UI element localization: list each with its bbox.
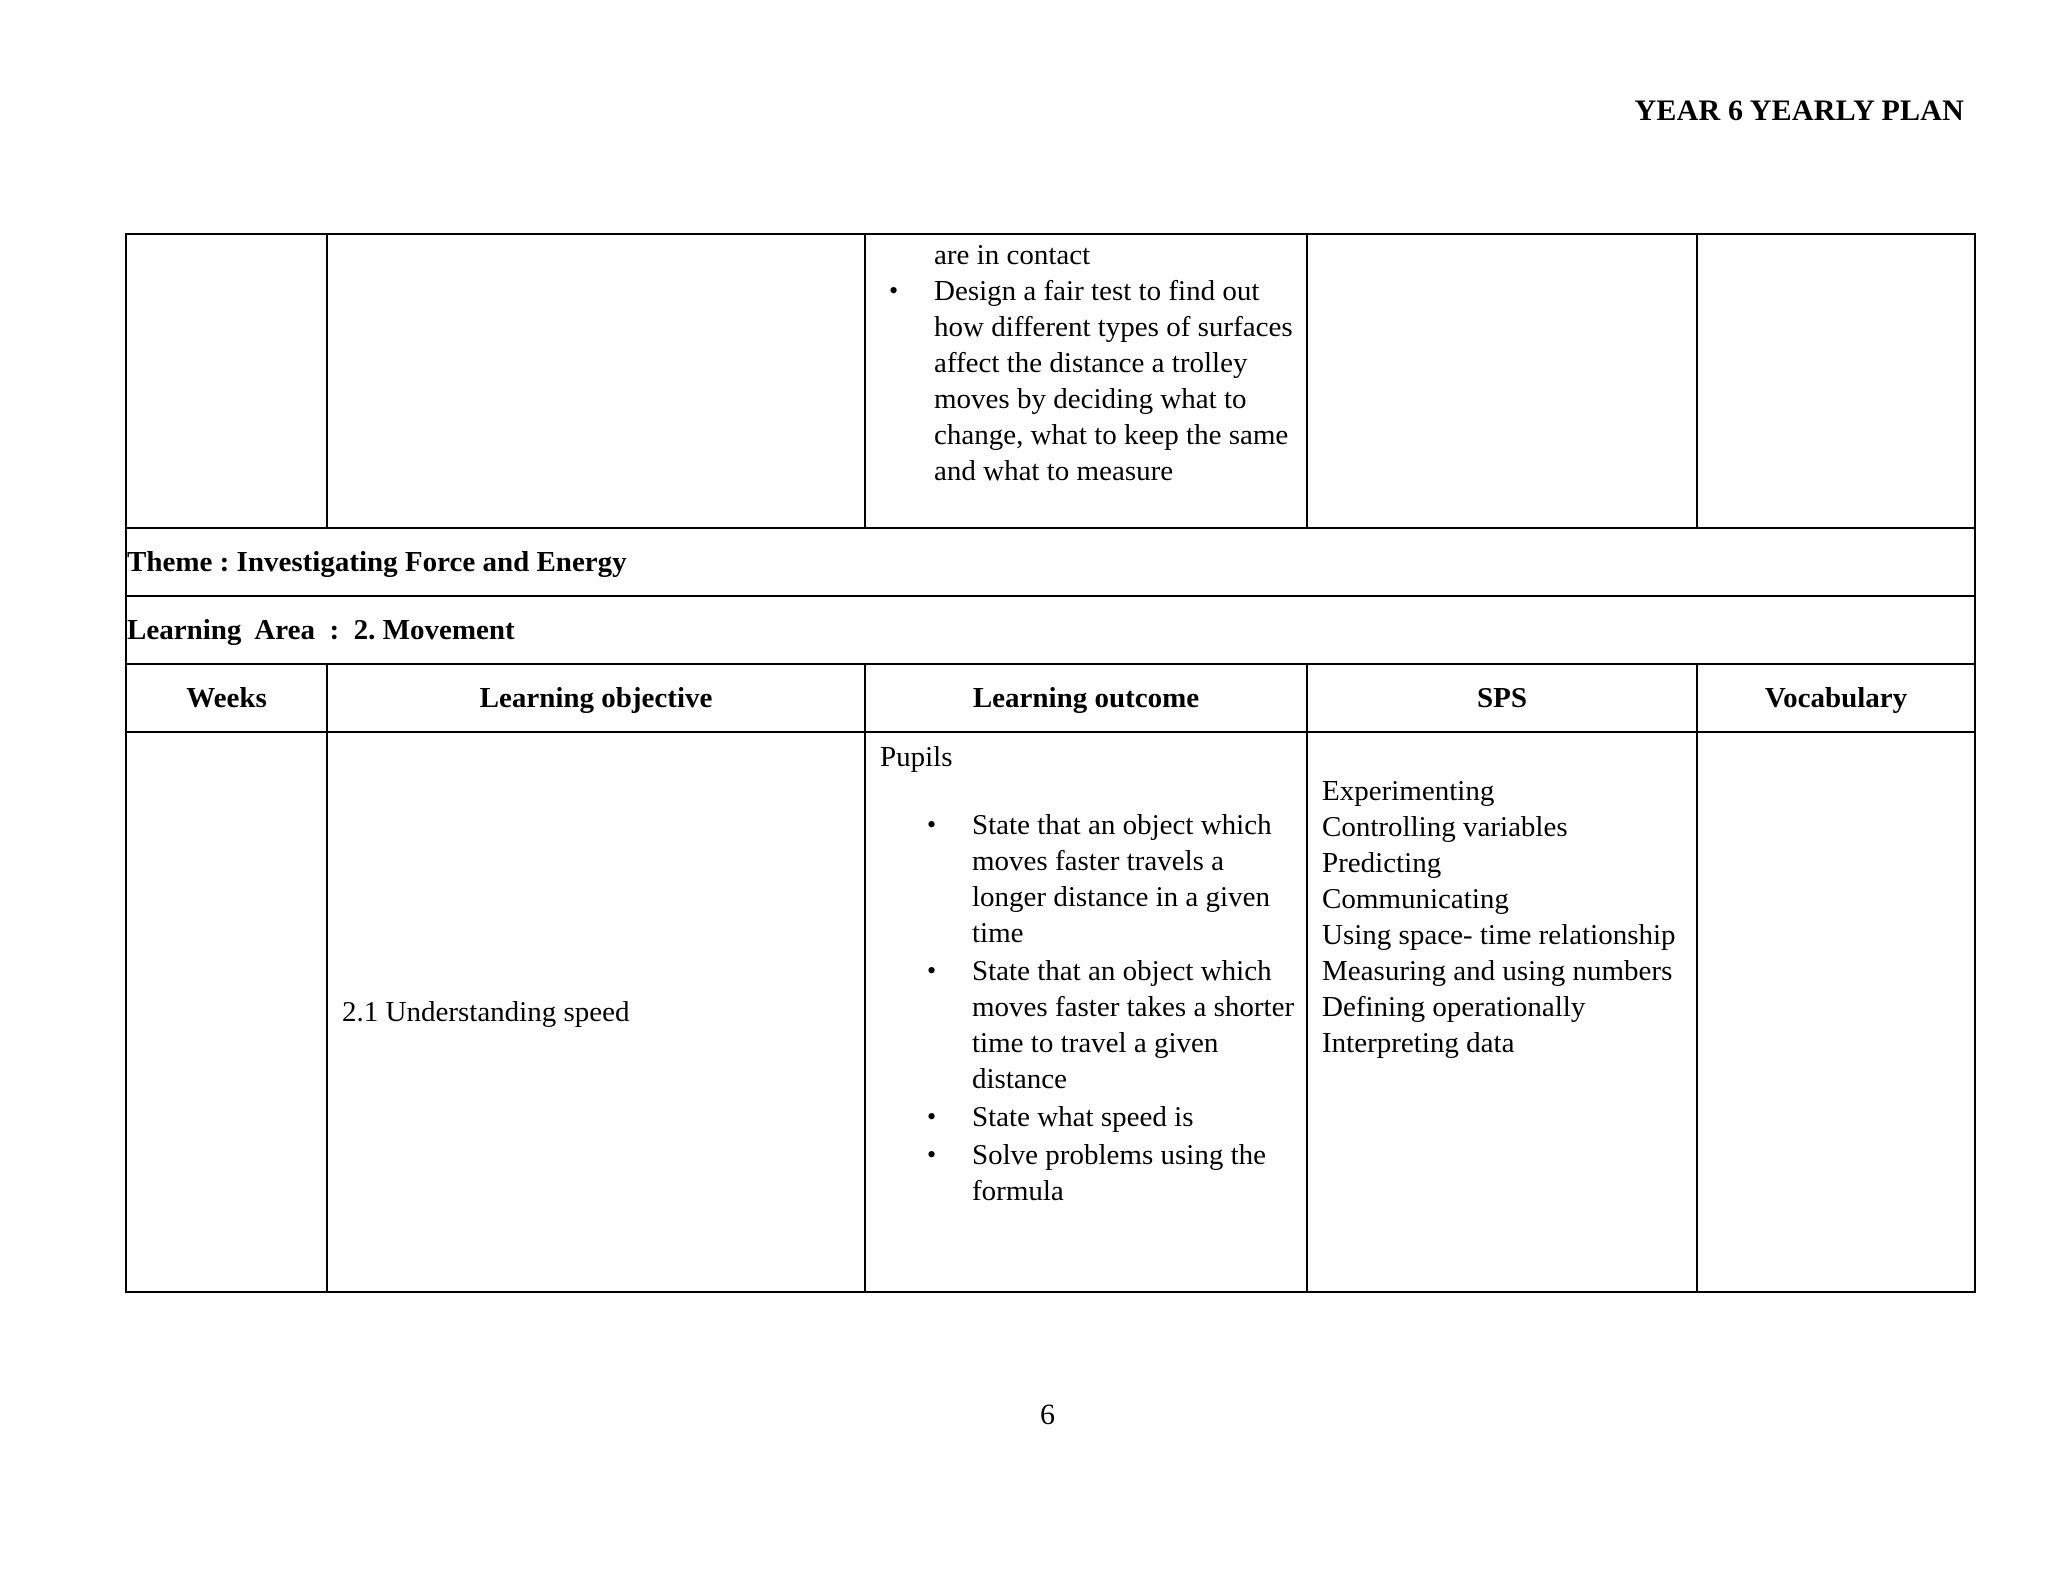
bullet-icon: • [927,1102,937,1131]
learning-area-label: Learning Area : 2. Movement [126,596,1975,664]
document-title: YEAR 6 YEARLY PLAN [1634,94,1964,127]
cont-weeks-cell [126,234,327,528]
cont-outcome-cell [865,234,1307,528]
theme-label: Theme : Investigating Force and Energy [126,528,1975,596]
sps-item: Experimenting [1322,775,1495,807]
column-header-vocabulary: Vocabulary [1697,664,1975,732]
column-header-sps: SPS [1307,664,1697,732]
sps-cell [1307,732,1697,1292]
list-item-text: State that an object which moves faster takes a shorter time to travel a given distance [972,955,1295,1095]
header-row [126,664,1975,732]
list-item [927,1137,1296,1209]
list-item-text: State what speed is [972,1101,1194,1133]
sps-item: Defining operationally [1322,991,1586,1023]
sps-item: Interpreting data [1322,1027,1515,1059]
bullet-icon: • [927,810,937,839]
sps-item: Using space- time relationship [1322,919,1676,951]
vocabulary-cell [1697,732,1975,1292]
cont-objective-cell [327,234,865,528]
sps-item: Predicting [1322,847,1442,879]
column-header-objective: Learning objective [327,664,865,732]
sps-item: Communicating [1322,883,1509,915]
bullet-icon: • [889,276,899,305]
list-item-text: State that an object which moves faster travels a longer distance in a given time [972,809,1272,949]
objective-cell: 2.1 Understanding speed [327,732,865,1292]
list-item [889,273,1296,489]
cont-outcome-list [889,273,1296,489]
list-item [927,953,1296,1097]
column-header-outcome: Learning outcome [865,664,1307,732]
column-header-weeks: Weeks [126,664,327,732]
outcome-list [880,807,1296,1209]
learning-area-row [126,596,1975,664]
bullet-icon: • [927,956,937,985]
list-item-text: Solve problems using the formula [972,1139,1267,1207]
table-row [126,732,1975,1292]
list-item-text: Design a fair test to find out how different types of surfaces affect the distance a trolley moves by deciding what to change, what to keep the same and what to measure [934,275,1293,487]
yearly-plan-table [125,233,1976,1293]
list-item [927,1099,1296,1135]
weeks-cell [126,732,327,1292]
outcome-intro: Pupils [880,741,953,773]
cont-vocabulary-cell [1697,234,1975,528]
sps-item: Controlling variables [1322,811,1568,843]
outcome-cell [865,732,1307,1292]
continued-row [126,234,1975,528]
list-item [927,807,1296,951]
sps-item: Measuring and using numbers [1322,955,1673,987]
cont-outcome-fragment: are in contact [934,239,1091,271]
bullet-icon: • [927,1140,937,1169]
page-number: 6 [1040,1398,1055,1431]
theme-row [126,528,1975,596]
cont-sps-cell [1307,234,1697,528]
